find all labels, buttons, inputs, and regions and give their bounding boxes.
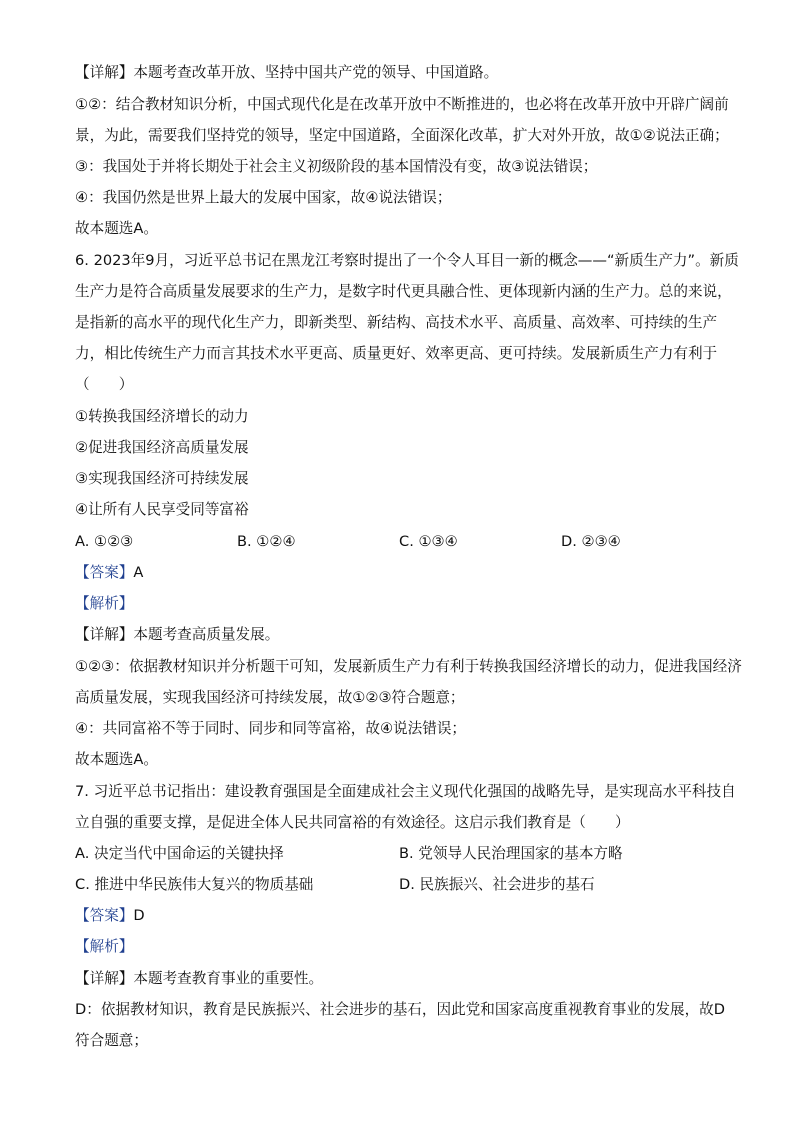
q6-option-d: D. ②③④ (561, 533, 621, 550)
answer-value: D (133, 907, 145, 924)
q7-option-a: A. 决定当代中国命运的关键抉择 (75, 845, 284, 862)
q6-explanation-line: 高质量发展，实现我国经济可持续发展，故①②③符合题意； (75, 689, 465, 706)
q6-answer (75, 564, 725, 582)
q6-explanation-line: ①②③：依据教材知识并分析题干可知，发展新质生产力有利于转换我国经济增长的动力，促进我国经济 (75, 658, 742, 675)
q7-stem-line: 立自强的重要支撑，是促进全体人民共同富裕的有效途径。这启示我们教育是（ ） (75, 814, 630, 831)
q6-answer-blank: （ ） (75, 376, 134, 393)
q6-conclusion-line: 故本题选A。 (75, 751, 158, 768)
q7-explanation-line: 【详解】本题考查教育事业的重要性。 (75, 970, 324, 987)
explanation-line: 【详解】本题考查改革开放、坚持中国共产党的领导、中国道路。 (75, 64, 499, 81)
q7-option-c: C. 推进中华民族伟大复兴的物质基础 (75, 876, 314, 893)
q6-statement: ②促进我国经济高质量发展 (75, 439, 249, 456)
q6-statement: ③实现我国经济可持续发展 (75, 470, 249, 487)
q7-explanation-line: D：依据教材知识，教育是民族振兴、社会进步的基石，因此党和国家高度重视教育事业的发展，故D (75, 1001, 726, 1018)
q6-stem-line: 力，相比传统生产力而言其技术水平更高、质量更好、效率更高、更可持续。发展新质生产力有利于 (75, 345, 718, 362)
q6-stem-line: 生产力是符合高质量发展要求的生产力，是数字时代更具融合性、更体现新内涵的生产力。总的来说， (75, 283, 732, 300)
q6-statement: ①转换我国经济增长的动力 (75, 408, 249, 425)
q7-option-b: B. 党领导人民治理国家的基本方略 (399, 845, 623, 862)
q7-options-row (75, 845, 725, 863)
answer-tag: 【答案】 (75, 907, 134, 924)
answer-tag: 【答案】 (75, 564, 134, 581)
q7-answer (75, 907, 725, 925)
q6-explanation-line: ④：共同富裕不等于同时、同步和同等富裕，故④说法错误； (75, 720, 467, 737)
q7-stem-line: 7. 习近平总书记指出：建设教育强国是全面建成社会主义现代化强国的战略先导，是实现高水平科技自 (75, 783, 736, 800)
explanation-line: ①②：结合教材知识分析，中国式现代化是在改革开放中不断推进的，也必将在改革开放中开辟广阔前 (75, 96, 729, 113)
q7-option-d: D. 民族振兴、社会进步的基石 (399, 876, 595, 893)
q6-options (75, 533, 725, 551)
explanation-line: ④：我国仍然是世界上最大的发展中国家，故④说法错误； (75, 189, 452, 206)
q6-option-a: A. ①②③ (75, 533, 134, 550)
q7-analysis-tag: 【解析】 (75, 938, 134, 955)
q6-stem-line: 是指新的高水平的现代化生产力，即新类型、新结构、高技术水平、高质量、高效率、可持续的生产 (75, 314, 718, 331)
q7-explanation-line: 符合题意； (75, 1032, 148, 1049)
conclusion-line: 故本题选A。 (75, 220, 158, 237)
answer-value: A (133, 564, 144, 581)
explanation-line: ③：我国处于并将长期处于社会主义初级阶段的基本国情没有变，故③说法错误； (75, 158, 598, 175)
explanation-line: 景，为此，需要我们坚持党的领导，坚定中国道路，全面深化改革，扩大对外开放，故①②说法正确； (75, 127, 729, 144)
q7-options-row (75, 876, 725, 894)
q6-stem-line: 6. 2023年9月，习近平总书记在黑龙江考察时提出了一个令人耳目一新的概念——“新质生产力”。新质 (75, 252, 739, 269)
q6-statement: ④让所有人民享受同等富裕 (75, 501, 249, 518)
q6-option-c: C. ①③④ (399, 533, 458, 550)
q6-analysis-tag: 【解析】 (75, 595, 134, 612)
q6-explanation-line: 【详解】本题考查高质量发展。 (75, 626, 280, 643)
q6-option-b: B. ①②④ (237, 533, 296, 550)
